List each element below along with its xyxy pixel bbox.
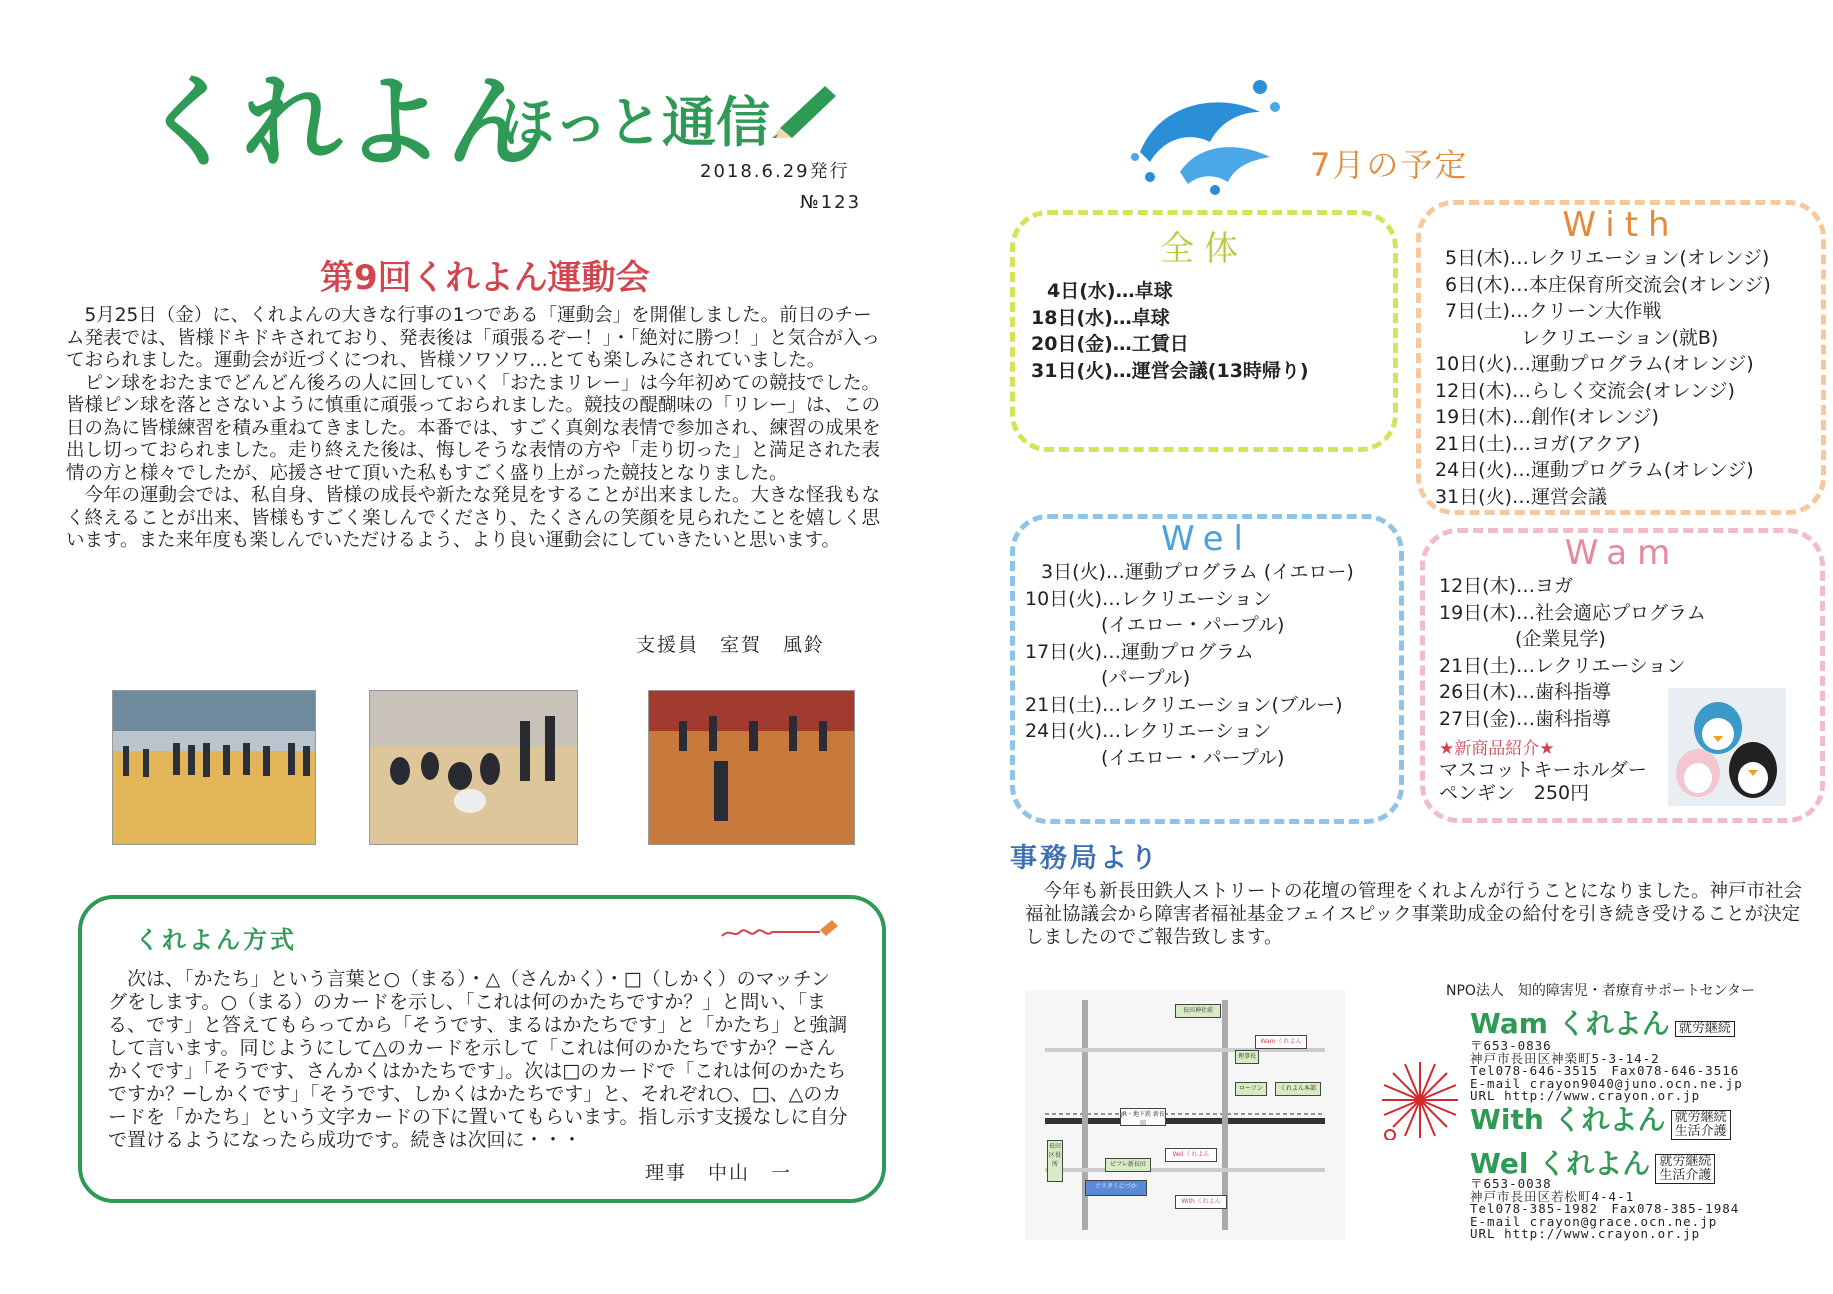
wel-org-name: Wel くれよん bbox=[1470, 1147, 1651, 1180]
schedule-box-title: With bbox=[1562, 205, 1680, 245]
article-title: 第9回くれよん運動会 bbox=[320, 258, 650, 298]
schedule-list bbox=[1031, 278, 1393, 384]
schedule-item: 10日(火)…レクリエーション bbox=[1025, 587, 1272, 610]
schedule-box-with bbox=[1416, 200, 1826, 515]
schedule-item: 18日(水)…卓球 bbox=[1031, 306, 1170, 329]
map-label: 理事長 bbox=[1235, 1050, 1259, 1064]
product-name: マスコットキーホルダー bbox=[1439, 759, 1647, 781]
method-body: 次は、「かたち」という言葉と○（まる）・△（さんかく）・□（しかく）のマッチングをします。○（まる）のカードを示し、「これは何のかたちですか？」と問い、「まる、です」と答えてもらってから「そうです、まるはかたちです」と「かたち」と強調して言います。同じようにして△のカードを示して「これは何のかたちですか？─さんかくです」「そうです、さんかくはかたちです」。次は□のカードで「これは何のかたちですか？─しかくです」「そうです、しかくはかたちです」と、それぞれ○、□、△のカードを「かたち」という文字カードの下に置いてもらいます。指し示す支援なしに自分で置けるようになったら成功です。続きは次回に・・・ bbox=[108, 968, 848, 1151]
article-paragraph: 今年の運動会では、私自身、皆様の成長や新たな発見をすることが出来ました。大きな怪我もなく終えることが出来、皆様もすごく楽しんでくださり、たくさんの笑顔を見られたことを嬉しく思います。また来年度も楽しんでいただけるよう、より良い運動会にしていきたいと思います。 bbox=[66, 485, 881, 551]
map-label: Wel くれよん bbox=[1165, 1148, 1217, 1162]
crayon-icon bbox=[770, 78, 840, 138]
newsletter-title: くれよん bbox=[140, 64, 548, 181]
article-signature: 支援員 室賀 風鈴 bbox=[636, 634, 826, 656]
schedule-item: 3日(火)…運動プログラム (イエロー) bbox=[1041, 561, 1354, 583]
schedule-item: 10日(火)…運動プログラム(オレンジ) bbox=[1435, 353, 1754, 375]
penguin-keyholder-image bbox=[1668, 688, 1786, 806]
issue-date: 2018.6.29発行 bbox=[700, 161, 850, 182]
schedule-item: (企業見学) bbox=[1439, 628, 1606, 650]
schedule-item: 21日(土)…レクリエーション(ブルー) bbox=[1025, 693, 1343, 716]
schedule-title: 7月の予定 bbox=[1310, 146, 1469, 184]
schedule-item: (イエロー・パープル) bbox=[1025, 746, 1285, 769]
schedule-item: 19日(木)…社会適応プログラム bbox=[1439, 601, 1706, 624]
method-title: くれよん方式 bbox=[135, 926, 297, 954]
map-label: 長田区役所 bbox=[1047, 1140, 1063, 1182]
schedule-item: 17日(火)…運動プログラム bbox=[1025, 640, 1254, 663]
new-product-label: ★新商品紹介★ bbox=[1439, 739, 1555, 759]
map-label: Wam くれよん bbox=[1255, 1035, 1307, 1049]
schedule-item: (パープル) bbox=[1025, 667, 1191, 689]
schedule-item: 24日(火)…運動プログラム(オレンジ) bbox=[1435, 459, 1754, 481]
map-label: ピフレ新長田 bbox=[1105, 1158, 1151, 1172]
access-map bbox=[1025, 990, 1345, 1240]
map-label: JR・地下鉄 新長田 bbox=[1120, 1108, 1166, 1126]
with-org bbox=[1470, 1098, 1731, 1140]
schedule-item: 5日(木)…レクリエーション(オレンジ) bbox=[1445, 247, 1770, 269]
schedule-item: 20日(金)…工賃日 bbox=[1031, 333, 1189, 355]
product-price: ペンギン 250円 bbox=[1439, 782, 1590, 804]
schedule-item: 27日(金)…歯科指導 bbox=[1439, 707, 1612, 730]
pencil-scribble-icon bbox=[720, 918, 840, 942]
article-body bbox=[66, 305, 881, 553]
map-label: 長田神社前 bbox=[1175, 1004, 1221, 1018]
schedule-box-title: 全体 bbox=[1160, 229, 1248, 269]
wel-address: 〒653-0038 神戸市長田区若松町4-4-1 Tel078-385-1982 Fax078-385-1984 E-mail crayon@grace.ocn.ne.jp URL http://www.crayon.or.jp bbox=[1470, 1176, 1740, 1241]
wel-org-tag: 就労継続 生活介護 bbox=[1655, 1154, 1715, 1184]
schedule-item: 24日(火)…レクリエーション bbox=[1025, 720, 1272, 742]
schedule-item: 26日(木)…歯科指導 bbox=[1439, 681, 1612, 703]
schedule-list bbox=[1025, 559, 1399, 771]
sports-day-photo bbox=[112, 690, 316, 845]
schedule-item: 21日(土)…レクリエーション bbox=[1439, 654, 1686, 677]
wam-org-tag: 就労継続 bbox=[1675, 1021, 1735, 1037]
schedule-item: 31日(火)…運営会議 bbox=[1435, 485, 1608, 508]
article-paragraph: 5月25日（金）に、くれよんの大きな行事の1つである「運動会」を開催しました。前日のチーム発表では、皆様ドキドキされており、発表後は「頑張るぞー！」・「絶対に勝つ！」と気合が入っておられました。運動会が近づくにつれ、皆様ソワソワ…とても楽しみにされていました。 bbox=[66, 305, 881, 371]
sports-day-photo bbox=[369, 690, 578, 845]
map-label: アスタくにづか bbox=[1085, 1180, 1147, 1196]
schedule-list bbox=[1435, 245, 1821, 510]
sports-day-photo bbox=[648, 690, 855, 845]
schedule-box-wel bbox=[1010, 514, 1404, 824]
issue-number: №123 bbox=[800, 192, 862, 213]
office-text: 今年も新長田鉄人ストリートの花壇の管理をくれよんが行うことになりました。神戸市社会福祉協議会から障害者福祉基金フェイスピック事業助成金の給付を引き続き受けることが決定しましたのでご報告致します。 bbox=[1025, 881, 1803, 948]
wam-org bbox=[1470, 1002, 1735, 1042]
schedule-box-title: Wam bbox=[1564, 533, 1681, 573]
map-label: With くれよん bbox=[1175, 1195, 1227, 1209]
newsletter-subtitle: ほっと通信 bbox=[500, 91, 770, 154]
schedule-box-title: Wel bbox=[1161, 519, 1253, 559]
schedule-item: 12日(木)…ヨガ bbox=[1439, 575, 1574, 597]
office-title: 事務局より bbox=[1010, 843, 1160, 874]
schedule-item: 7日(土)…クリーン大作戦 bbox=[1445, 300, 1662, 322]
schedule-item: 19日(木)…創作(オレンジ) bbox=[1435, 406, 1659, 428]
method-signature: 理事 中山 一 bbox=[645, 1162, 793, 1184]
npo-name: NPO法人 知的障害児・者療育サポートセンター bbox=[1446, 983, 1755, 999]
schedule-item: 31日(火)…運営会議(13時帰り) bbox=[1031, 359, 1309, 382]
dolphin-icon bbox=[1120, 72, 1290, 197]
wam-address: 〒653-0836 神戸市長田区神楽町5-3-14-2 Tel078-646-3515 Fax078-646-3516 E-mail crayon9040@juno.ocn.ne.jp URL http://www.crayon.or.jp bbox=[1470, 1038, 1743, 1103]
map-label: ローソン bbox=[1235, 1082, 1267, 1096]
wam-org-name: Wam くれよん bbox=[1470, 1007, 1670, 1040]
schedule-box-all bbox=[1010, 210, 1398, 452]
schedule-item: 4日(水)…卓球 bbox=[1047, 280, 1173, 302]
with-org-tag: 就労継続 生活介護 bbox=[1671, 1110, 1731, 1140]
schedule-item: レクリエーション(就B) bbox=[1445, 326, 1719, 349]
article-paragraph: ピン球をおたまでどんどん後ろの人に回していく「おたまリレー」は今年初めての競技でした。皆様ピン球を落とさないように慎重に頑張っておられました。競技の醍醐味の「リレー」は、この日の為に皆様練習を積み重ねてきました。本番では、すごく真剣な表情で参加され、練習の成果を出し切っておられました。走り終えた後は、悔しそうな表情の方や「走り切った」と満足された表情の方と様々でしたが、応援させて頂いた私もすごく盛り上がった競技となりました。 bbox=[66, 372, 881, 484]
office-body bbox=[1025, 880, 1815, 949]
schedule-item: 12日(木)…らしく交流会(オレンジ) bbox=[1435, 379, 1735, 402]
starburst-logo-icon bbox=[1380, 1060, 1460, 1140]
with-org-name: With くれよん bbox=[1470, 1103, 1666, 1136]
schedule-item: 21日(土)…ヨガ(アクア) bbox=[1435, 432, 1641, 455]
schedule-item: 6日(木)…本庄保育所交流会(オレンジ) bbox=[1445, 273, 1771, 296]
map-label: くれよん本部 bbox=[1275, 1082, 1321, 1096]
schedule-item: (イエロー・パープル) bbox=[1025, 614, 1285, 636]
